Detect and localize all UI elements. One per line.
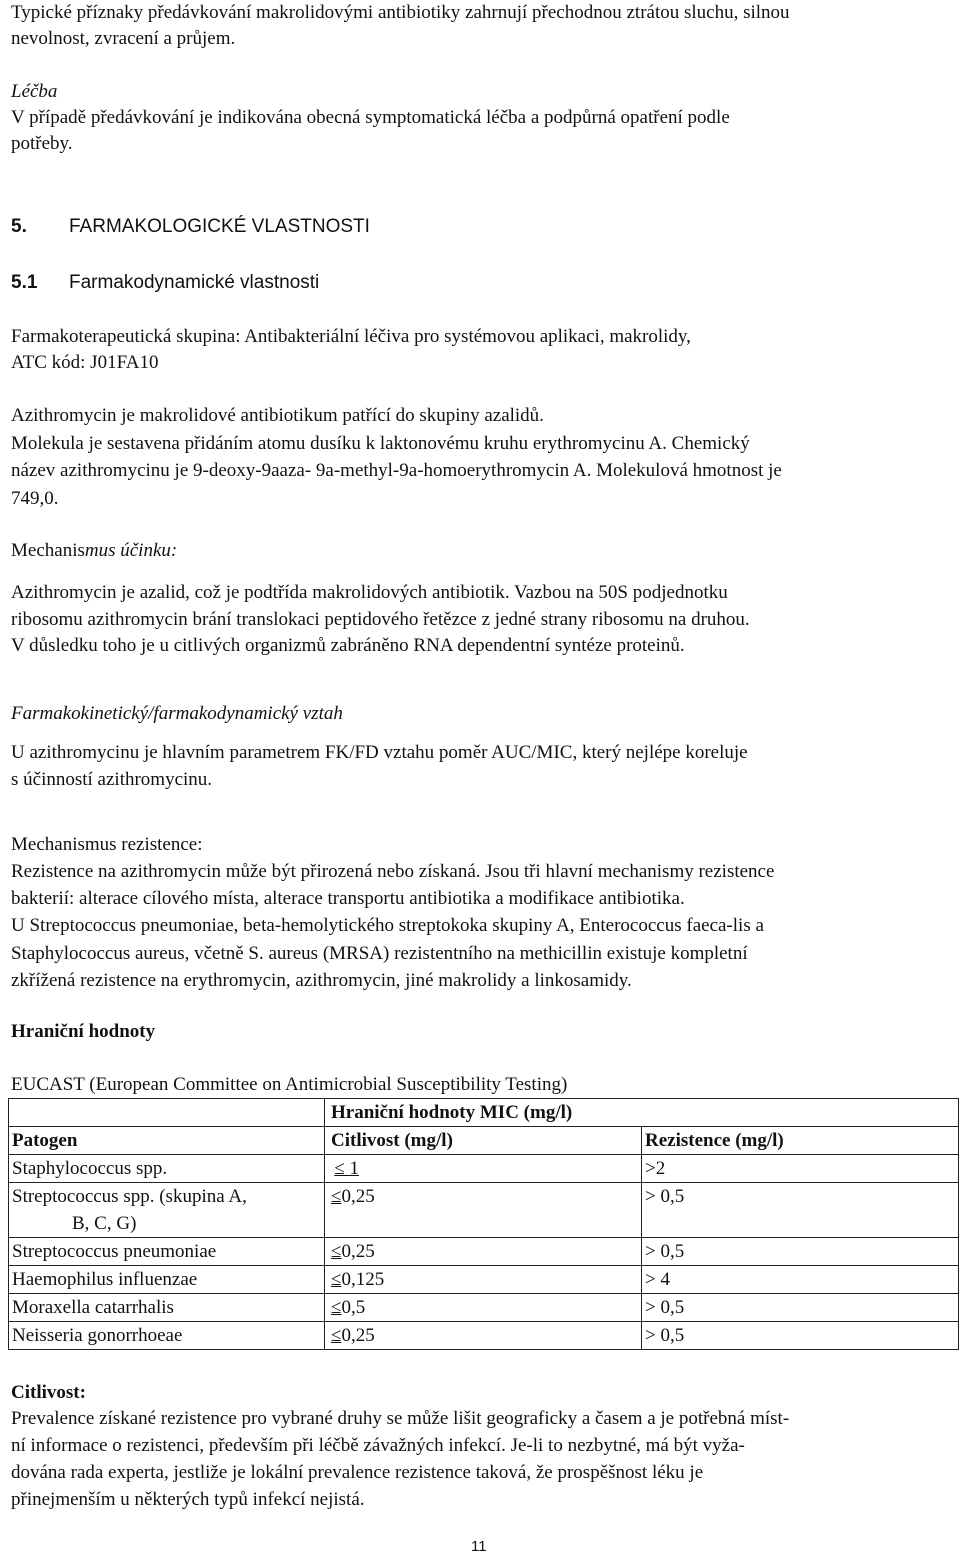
- breakpoints-heading: Hraniční hodnoty: [11, 1021, 156, 1042]
- table-group-header: Hraniční hodnoty MIC (mg/l): [325, 1099, 959, 1127]
- mechanism-line-1: Azithromycin je azalid, což je podtřída makrolidových antibiotik. Vazbou na 50S podjednotku: [11, 582, 728, 603]
- cell-pathogen: Haemophilus influenzae: [9, 1266, 325, 1294]
- pkpd-line-2: s účinností azithromycinu.: [11, 769, 213, 790]
- mechanism-line-2: ribosomu azithromycin brání translokaci peptidového řetězce z jedné strany ribosomu na druhou.: [11, 609, 750, 630]
- resistance-line-4: Staphylococcus aureus, včetně S. aureus (MRSA) rezistentního na methicillin existuje kompletní: [11, 943, 748, 964]
- section-5-heading: [11, 214, 370, 240]
- resistance-heading: Mechanismus rezistence:: [11, 834, 203, 855]
- leq-symbol: ≤: [331, 1186, 342, 1207]
- mechanism-heading-plain: Mechanis: [11, 540, 85, 561]
- section-5-number: 5.: [11, 216, 27, 237]
- susceptibility-heading: Citlivost:: [11, 1382, 86, 1403]
- eucast-caption: EUCAST (European Committee on Antimicrobial Susceptibility Testing): [11, 1074, 568, 1095]
- resistance-line-5: zkřížená rezistence na erythromycin, azithromycin, jiné makrolidy a linkosamidy.: [11, 970, 632, 991]
- table-row: [9, 1183, 959, 1238]
- description-line-1: Azithromycin je makrolidové antibiotikum patřící do skupiny azalidů.: [11, 405, 544, 426]
- susceptible-value: 0,25: [341, 1241, 375, 1262]
- cell-pathogen: Neisseria gonorrhoeae: [9, 1322, 325, 1350]
- section-5-title: FARMAKOLOGICKÉ VLASTNOSTI: [69, 216, 370, 237]
- leq-symbol: ≤: [331, 1297, 342, 1318]
- page-number: 11: [471, 1538, 487, 1555]
- description-line-4: 749,0.: [11, 488, 59, 509]
- resistance-line-2: bakterií: alterace cílového místa, alterace transportu antibiotika a modifikace antibiotika.: [11, 888, 685, 909]
- susceptible-value: 0,25: [341, 1325, 375, 1346]
- table-group-header-row: [9, 1099, 959, 1127]
- cell-susceptible: [325, 1322, 642, 1350]
- table-row: [9, 1294, 959, 1322]
- cell-susceptible: [325, 1294, 642, 1322]
- cell-pathogen: Moraxella catarrhalis: [9, 1294, 325, 1322]
- description-line-2: Molekula je sestavena přidáním atomu dusíku k laktonovému kruhu erythromycinu A. Chemický: [11, 433, 750, 454]
- section-5-1-number: 5.1: [11, 272, 38, 293]
- table-header-row: [9, 1127, 959, 1155]
- cell-pathogen: Staphylococcus spp.: [9, 1155, 325, 1183]
- mechanism-line-3: V důsledku toho je u citlivých organizmů zabráněno RNA dependentní syntéze proteinů.: [11, 635, 685, 656]
- pkpd-line-1: U azithromycinu je hlavním parametrem FK/FD vztahu poměr AUC/MIC, který nejlépe koreluje: [11, 742, 748, 763]
- pkpd-heading: Farmakokinetický/farmakodynamický vztah: [11, 703, 343, 724]
- section-5-1-heading: [11, 270, 319, 296]
- susceptible-value: 0,125: [341, 1269, 385, 1290]
- mic-breakpoint-table: [8, 1098, 959, 1350]
- leq-symbol-glyph: ≤: [334, 1158, 350, 1179]
- table-row: [9, 1238, 959, 1266]
- cell-resistant: > 0,5: [642, 1238, 959, 1266]
- cell-resistant: > 0,5: [642, 1294, 959, 1322]
- treatment-line-2: potřeby.: [11, 133, 73, 154]
- susceptible-value: 0,5: [341, 1297, 366, 1318]
- treatment-line-1: V případě předávkování je indikována obecná symptomatická léčba a podpůrná opatření podle: [11, 107, 730, 128]
- cell-susceptible: [325, 1155, 642, 1183]
- cell-pathogen: Streptococcus pneumoniae: [9, 1238, 325, 1266]
- resistance-line-1: Rezistence na azithromycin může být přirozená nebo získaná. Jsou tři hlavní mechanismy rezistence: [11, 861, 775, 882]
- resistance-line-3: U Streptococcus pneumoniae, beta-hemolytického streptokoka skupiny A, Enterococcus faeca-lis a: [11, 915, 764, 936]
- column-header-resistant: Rezistence (mg/l): [642, 1127, 959, 1155]
- cell-resistant: > 0,5: [642, 1183, 959, 1238]
- pharmacotherapeutic-line-1: Farmakoterapeutická skupina: Antibakteriální léčiva pro systémovou aplikaci, makrolidy,: [11, 326, 691, 347]
- susceptibility-line-2: ní informace o rezistenci, především při léčbě závažných infekcí. Je-li to nezbytné, má být vyža-: [11, 1435, 745, 1456]
- susceptible-value: 1: [349, 1158, 359, 1179]
- leq-symbol: ≤: [331, 1325, 342, 1346]
- cell-susceptible: [325, 1266, 642, 1294]
- susceptibility-line-4: přinejmenším u některých typů infekcí nejistá.: [11, 1489, 365, 1510]
- cell-pathogen: [9, 1183, 325, 1238]
- susceptible-value: 0,25: [341, 1186, 375, 1207]
- pathogen-line-1: Streptococcus spp. (skupina A,: [12, 1186, 247, 1207]
- column-header-susceptible: Citlivost (mg/l): [325, 1127, 642, 1155]
- cell-susceptible: [325, 1183, 642, 1238]
- overdose-line-2: nevolnost, zvracení a průjem.: [11, 28, 236, 49]
- pathogen-line-2: B, C, G): [72, 1213, 137, 1234]
- description-line-3: název azithromycinu je 9-deoxy-9aaza- 9a-methyl-9a-homoerythromycin A. Molekulová hmotnost je: [11, 460, 782, 481]
- susceptibility-line-1: Prevalence získané rezistence pro vybrané druhy se může lišit geograficky a časem a je potřebná míst-: [11, 1408, 790, 1429]
- pharmacotherapeutic-line-2: ATC kód: J01FA10: [11, 352, 159, 373]
- cell-resistant: > 4: [642, 1266, 959, 1294]
- column-header-pathogen: Patogen: [9, 1127, 325, 1155]
- mechanism-heading: [11, 538, 177, 564]
- susceptibility-line-3: dována rada experta, jestliže je lokální prevalence rezistence taková, že prospěšnost léku je: [11, 1462, 704, 1483]
- section-5-1-title: Farmakodynamické vlastnosti: [69, 272, 320, 293]
- leq-symbol: [331, 1155, 359, 1182]
- cell-resistant: > 0,5: [642, 1322, 959, 1350]
- cell-resistant: >2: [642, 1155, 959, 1183]
- table-row: [9, 1155, 959, 1183]
- mechanism-heading-italic: mus účinku:: [84, 540, 178, 561]
- overdose-line-1: Typické příznaky předávkování makrolidovými antibiotiky zahrnují přechodnou ztrátou sluchu, silnou: [11, 2, 790, 23]
- cell-susceptible: [325, 1238, 642, 1266]
- leq-symbol: ≤: [331, 1269, 342, 1290]
- leq-symbol: ≤: [331, 1241, 342, 1262]
- table-row: [9, 1266, 959, 1294]
- treatment-heading: Léčba: [11, 81, 58, 102]
- table-row: [9, 1322, 959, 1350]
- table-cell-empty: [9, 1099, 325, 1127]
